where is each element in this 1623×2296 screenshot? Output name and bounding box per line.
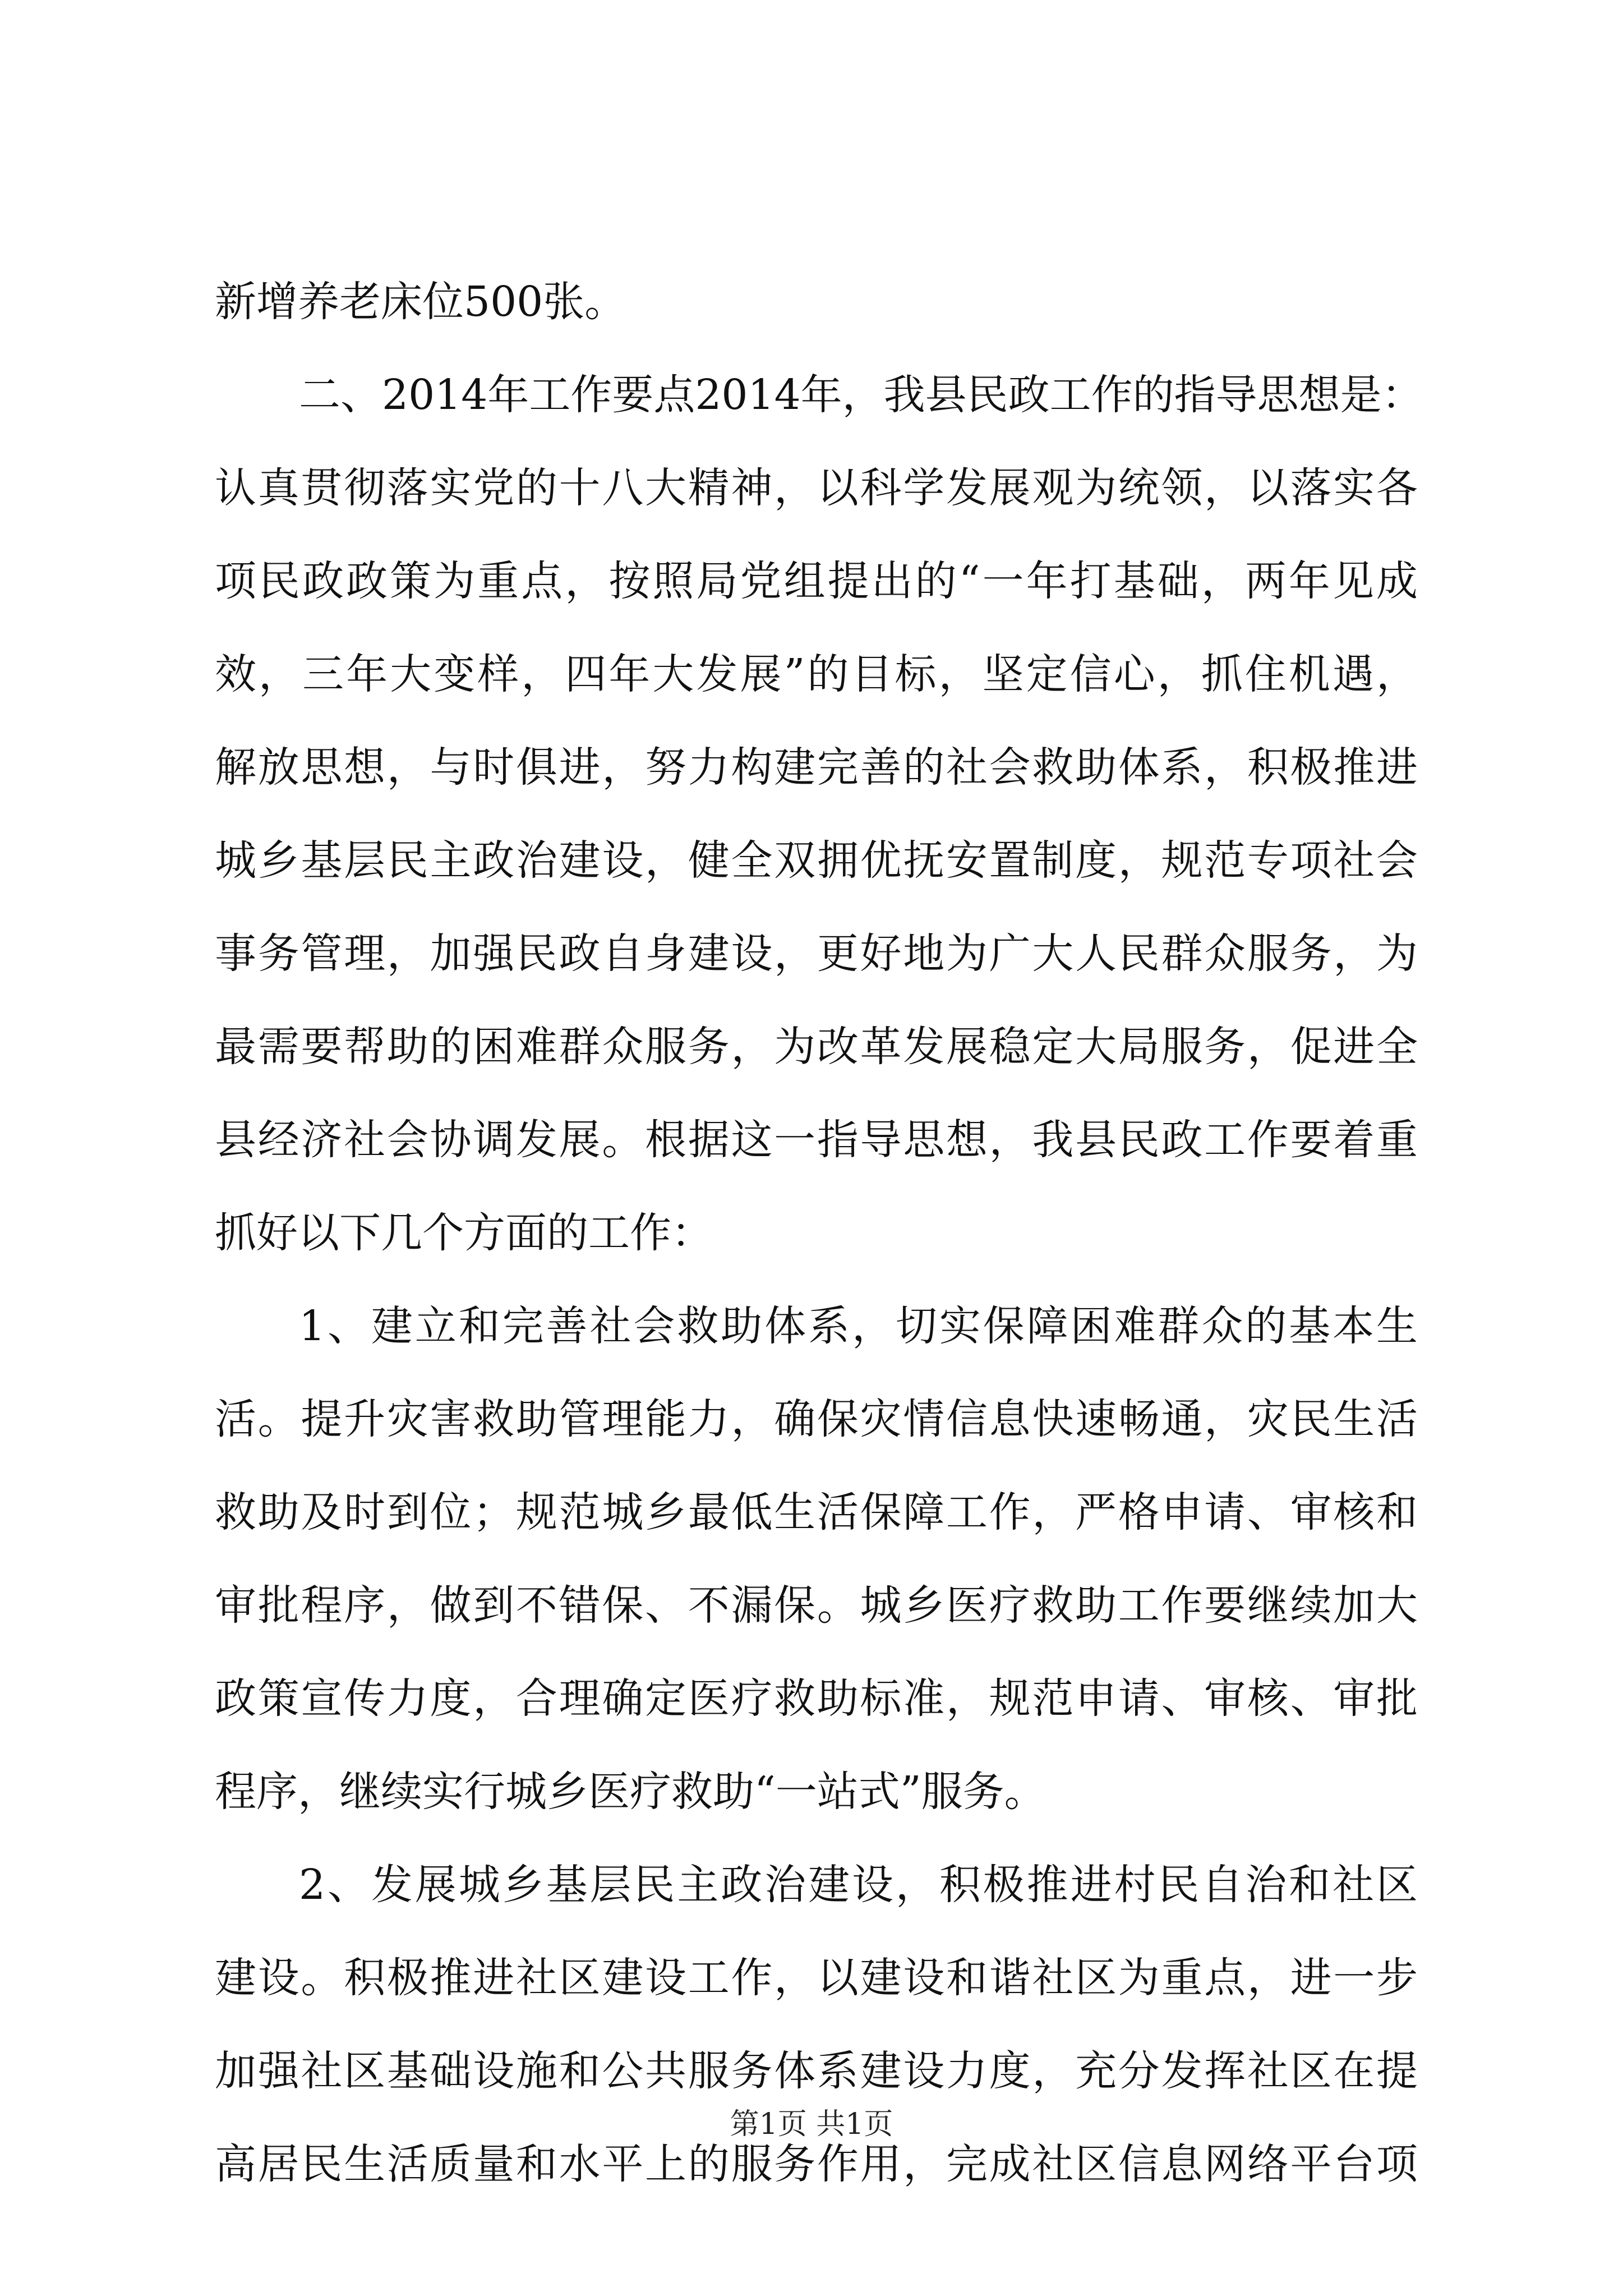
- text-line: 解放思想，与时俱进，努力构建完善的社会救助体系，积极推进: [215, 743, 1418, 792]
- text-line: 政策宣传力度，合理确定医疗救助标准，规范申请、审核、审批: [215, 1674, 1418, 1723]
- text-line: 加强社区基础设施和公共服务体系建设力度，充分发挥社区在提: [215, 2047, 1418, 2095]
- text-line: 事务管理，加强民政自身建设，更好地为广大人民群众服务，为: [215, 930, 1418, 978]
- text-line: 活。提升灾害救助管理能力，确保灾情信息快速畅通，灾民生活: [215, 1395, 1418, 1443]
- page-footer: 第1页 共1页: [730, 2108, 893, 2141]
- text-line: 抓好以下几个方面的工作：: [215, 1209, 713, 1257]
- text-line: 县经济社会协调发展。根据这一指导思想，我县民政工作要着重: [215, 1116, 1418, 1164]
- text-line: 建设。积极推进社区建设工作，以建设和谐社区为重点，进一步: [215, 1954, 1418, 2002]
- text-line: 效，三年大变样，四年大发展”的目标，坚定信心，抓住机遇，: [215, 650, 1418, 698]
- text-line: 程序，继续实行城乡医疗救助“一站式”服务。: [215, 1768, 1046, 1816]
- text-line: 2、发展城乡基层民主政治建设，积极推进村民自治和社区: [299, 1861, 1418, 1909]
- text-line: 审批程序，做到不错保、不漏保。城乡医疗救助工作要继续加大: [215, 1581, 1418, 1630]
- text-line: 高居民生活质量和水平上的服务作用，完成社区信息网络平台项: [215, 2140, 1418, 2188]
- text-line: 项民政政策为重点，按照局党组提出的“一年打基础，两年见成: [215, 557, 1418, 605]
- text-line: 新增养老床位500张。: [215, 278, 626, 326]
- text-line: 最需要帮助的困难群众服务，为改革发展稳定大局服务，促进全: [215, 1023, 1418, 1071]
- text-line: 认真贯彻落实党的十八大精神，以科学发展观为统领，以落实各: [215, 464, 1418, 512]
- document-body: [215, 255, 1423, 2211]
- text-line: 城乡基层民主政治建设，健全双拥优抚安置制度，规范专项社会: [215, 836, 1418, 885]
- text-line: 二、2014年工作要点2014年，我县民政工作的指导思想是：: [299, 371, 1423, 419]
- text-line: 救助及时到位；规范城乡最低生活保障工作，严格申请、审核和: [215, 1488, 1418, 1536]
- text-line: 1、建立和完善社会救助体系，切实保障困难群众的基本生: [299, 1302, 1418, 1350]
